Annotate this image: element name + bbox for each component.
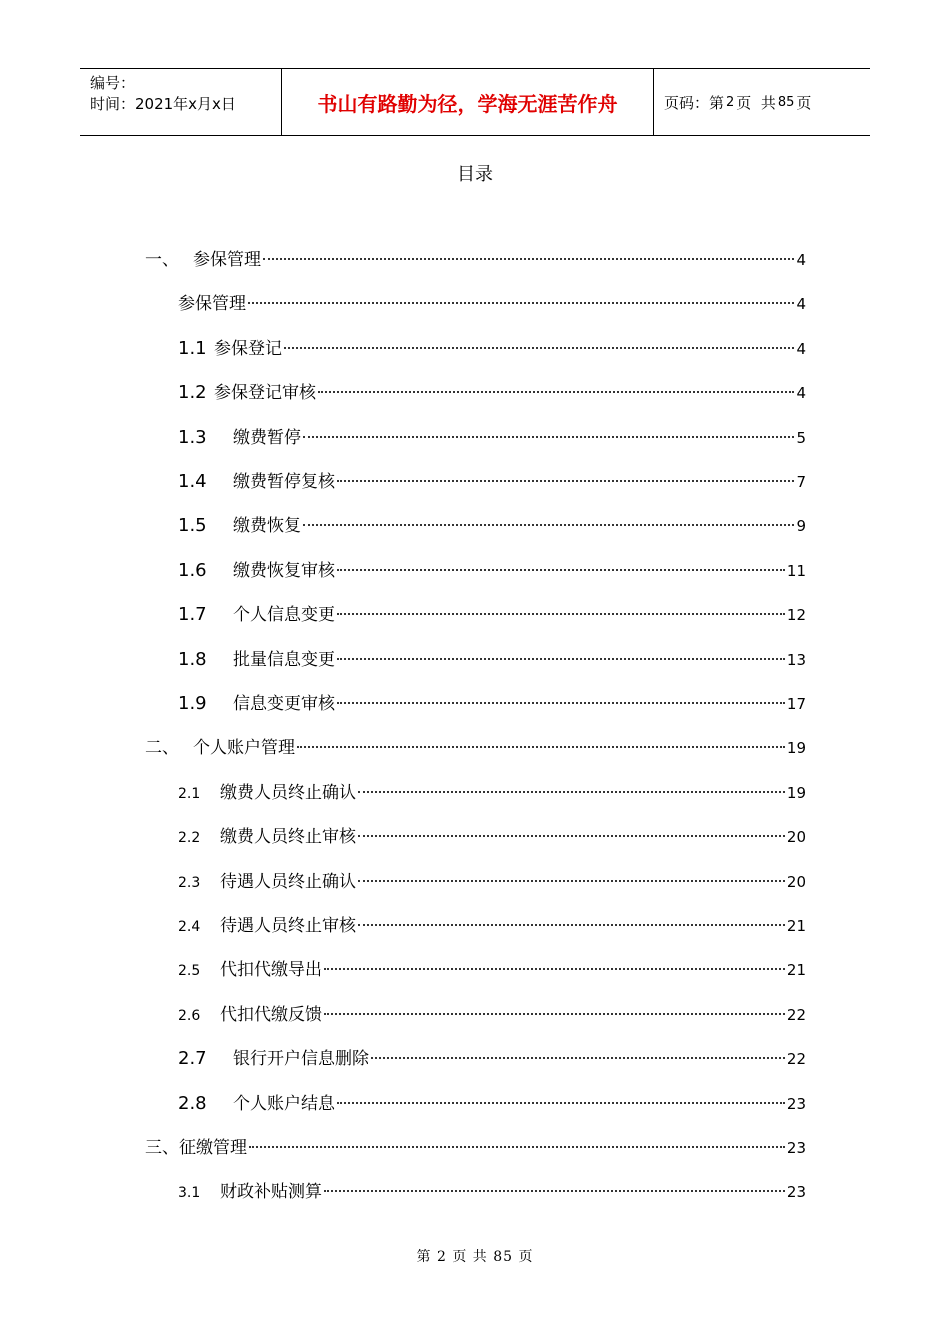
- toc-dot-leader: [248, 302, 794, 304]
- page-footer: [0, 1246, 950, 1266]
- toc-dot-leader: [371, 1057, 785, 1059]
- toc-entry-number: 1.2: [178, 382, 207, 404]
- toc-entry-page: 7: [796, 473, 806, 491]
- page-total: 85: [777, 94, 795, 110]
- toc-entry-page: 4: [796, 295, 806, 314]
- toc-entry-number: 1.8: [178, 648, 207, 670]
- toc-entry-page: 12: [786, 606, 806, 625]
- toc-entry[interactable]: [145, 238, 806, 282]
- toc-dot-leader: [284, 347, 794, 349]
- toc-entry-label: 参保管理: [193, 250, 261, 270]
- toc-entry-number: 2.5: [178, 963, 201, 980]
- toc-entry-page: 21: [786, 917, 806, 935]
- toc-entry-label: 缴费暂停复核: [233, 472, 335, 492]
- toc-entry[interactable]: [178, 1082, 806, 1126]
- toc-entry-page: 5: [796, 428, 806, 447]
- toc-entry[interactable]: [178, 593, 806, 637]
- toc-entry-label: 缴费暂停: [233, 427, 301, 448]
- toc-entry-label: 缴费人员终止审核: [220, 827, 356, 848]
- toc-entry-label: 批量信息变更: [233, 649, 335, 670]
- toc-entry-label: 参保登记审核: [214, 383, 316, 404]
- toc-entry-label: 代扣代缴导出: [220, 960, 322, 981]
- toc-entry-label: 待遇人员终止审核: [220, 916, 356, 936]
- toc-entry-number: 2.2: [178, 830, 201, 847]
- toc-dot-leader: [358, 880, 785, 882]
- toc-entry[interactable]: [178, 371, 806, 415]
- toc-entry-page: 23: [786, 1139, 806, 1157]
- toc-entry-page: 20: [786, 872, 806, 891]
- footer-suffix: 页: [518, 1249, 534, 1265]
- toc-entry-label: 个人信息变更: [233, 605, 335, 626]
- toc-entry-number: 1.6: [178, 559, 207, 581]
- toc-entry[interactable]: [178, 327, 806, 371]
- toc-entry-page: 21: [786, 961, 806, 980]
- toc-entry-label: 信息变更审核: [233, 694, 335, 714]
- toc-entry-number: 2.1: [178, 785, 201, 802]
- toc-entry-label: 参保管理: [178, 294, 246, 315]
- toc-entry-label: 个人账户结息: [233, 1093, 335, 1114]
- toc-dot-leader: [324, 968, 785, 970]
- toc-entry[interactable]: [178, 460, 806, 504]
- toc-dot-leader: [337, 569, 785, 571]
- toc-entry-label: 财政补贴测算: [220, 1182, 322, 1203]
- page-mid: 页 共: [736, 93, 776, 112]
- toc-entry[interactable]: [178, 638, 806, 682]
- toc-entry[interactable]: [178, 771, 806, 815]
- toc-entry-page: 13: [786, 650, 806, 669]
- toc-dot-leader: [358, 835, 785, 837]
- toc-dot-leader: [337, 1102, 785, 1104]
- toc-entry[interactable]: [178, 282, 806, 326]
- toc-entry-number: 2.4: [178, 919, 201, 935]
- toc-dot-leader: [358, 791, 785, 793]
- footer-prefix: 第: [416, 1249, 432, 1265]
- toc-entry-page: 11: [786, 561, 806, 580]
- toc-entry-page: 19: [786, 739, 806, 758]
- toc-entry-number: 1.4: [178, 471, 207, 492]
- toc-dot-leader: [263, 258, 794, 260]
- toc-entry-label: 缴费恢复: [233, 516, 301, 537]
- page-number: 2: [726, 94, 735, 110]
- toc-entry-label: 缴费人员终止确认: [220, 782, 356, 803]
- toc-dot-leader: [324, 1190, 785, 1192]
- toc-entry-page: 9: [796, 517, 806, 536]
- toc-entry-page: 23: [786, 1094, 806, 1113]
- toc-entry[interactable]: [145, 1126, 806, 1170]
- toc-entry[interactable]: [178, 948, 806, 992]
- header-page-info: [654, 69, 870, 135]
- toc-entry-page: 22: [786, 1050, 806, 1069]
- toc-dot-leader: [358, 924, 785, 926]
- page-prefix: 页码：第: [664, 93, 725, 112]
- toc-title: 目录: [457, 164, 493, 185]
- toc-entry-number: 1.9: [178, 693, 207, 714]
- header-meta: [80, 69, 281, 135]
- toc-entry-page: 4: [796, 251, 806, 269]
- toc-dot-leader: [337, 658, 785, 660]
- page-suffix: 页: [796, 93, 812, 112]
- toc-entry[interactable]: [178, 1037, 806, 1081]
- toc-entry[interactable]: [178, 416, 806, 460]
- toc-entry-number: 1.3: [178, 426, 207, 448]
- toc-entry-number: 3.1: [178, 1185, 201, 1202]
- toc-dot-leader: [324, 1013, 785, 1015]
- toc-entry-label: 银行开户信息删除: [233, 1049, 369, 1070]
- toc-entry-label: 待遇人员终止确认: [220, 871, 356, 892]
- toc-entry[interactable]: [178, 549, 806, 593]
- toc-entry[interactable]: [178, 904, 806, 948]
- toc-dot-leader: [337, 702, 785, 704]
- toc-dot-leader: [318, 391, 794, 393]
- toc-dot-leader: [337, 480, 794, 482]
- toc-entry-number: 1.7: [178, 604, 207, 626]
- toc-entry-label: 缴费恢复审核: [233, 560, 335, 581]
- toc-entry-number: 二、: [145, 738, 179, 759]
- toc-entry-page: 20: [786, 828, 806, 847]
- toc-entry-page: 17: [786, 695, 806, 713]
- toc-entry-page: 4: [796, 339, 806, 358]
- toc-entry-number: 1.1: [178, 337, 207, 359]
- toc-entry-number: 2.7: [178, 1048, 207, 1070]
- toc-entry-page: 19: [786, 783, 806, 802]
- toc-entry-number: 2.6: [178, 1007, 201, 1024]
- toc-entry[interactable]: [178, 993, 806, 1037]
- toc-entry[interactable]: [178, 860, 806, 904]
- toc-entry-number: 2.8: [178, 1092, 207, 1114]
- toc-entry[interactable]: [178, 1170, 806, 1214]
- toc-entry-number: 2.3: [178, 874, 201, 891]
- toc-dot-leader: [249, 1146, 785, 1148]
- toc-entry[interactable]: [178, 504, 806, 548]
- toc-entry-label: 三、征缴管理: [145, 1138, 247, 1158]
- toc-entry-label: 代扣代缴反馈: [220, 1004, 322, 1025]
- footer-mid: 页 共: [452, 1249, 488, 1265]
- toc-entry-page: 22: [786, 1005, 806, 1024]
- footer-page: 2: [436, 1249, 447, 1265]
- time-label: 时间：2021年x月x日: [90, 95, 236, 113]
- toc-dot-leader: [303, 436, 794, 438]
- toc-dot-leader: [303, 524, 794, 526]
- toc-entry-number: 1.5: [178, 515, 207, 537]
- page-header: [80, 68, 870, 136]
- toc-entry-label: 个人账户管理: [193, 738, 295, 759]
- toc-dot-leader: [337, 613, 785, 615]
- code-label: 编号：: [90, 74, 136, 92]
- toc-entry[interactable]: [145, 726, 806, 770]
- footer-total: 85: [493, 1249, 514, 1265]
- header-motto: 书山有路勤为径，学海无涯苦作舟: [281, 69, 654, 135]
- toc-entry-number: 一、: [145, 250, 179, 270]
- toc-entry[interactable]: [178, 682, 806, 726]
- toc-entry-page: 23: [786, 1183, 806, 1202]
- toc-dot-leader: [297, 746, 785, 748]
- toc-entry[interactable]: [178, 815, 806, 859]
- toc-entry-label: 参保登记: [214, 338, 282, 359]
- toc-entry-page: 4: [796, 384, 806, 403]
